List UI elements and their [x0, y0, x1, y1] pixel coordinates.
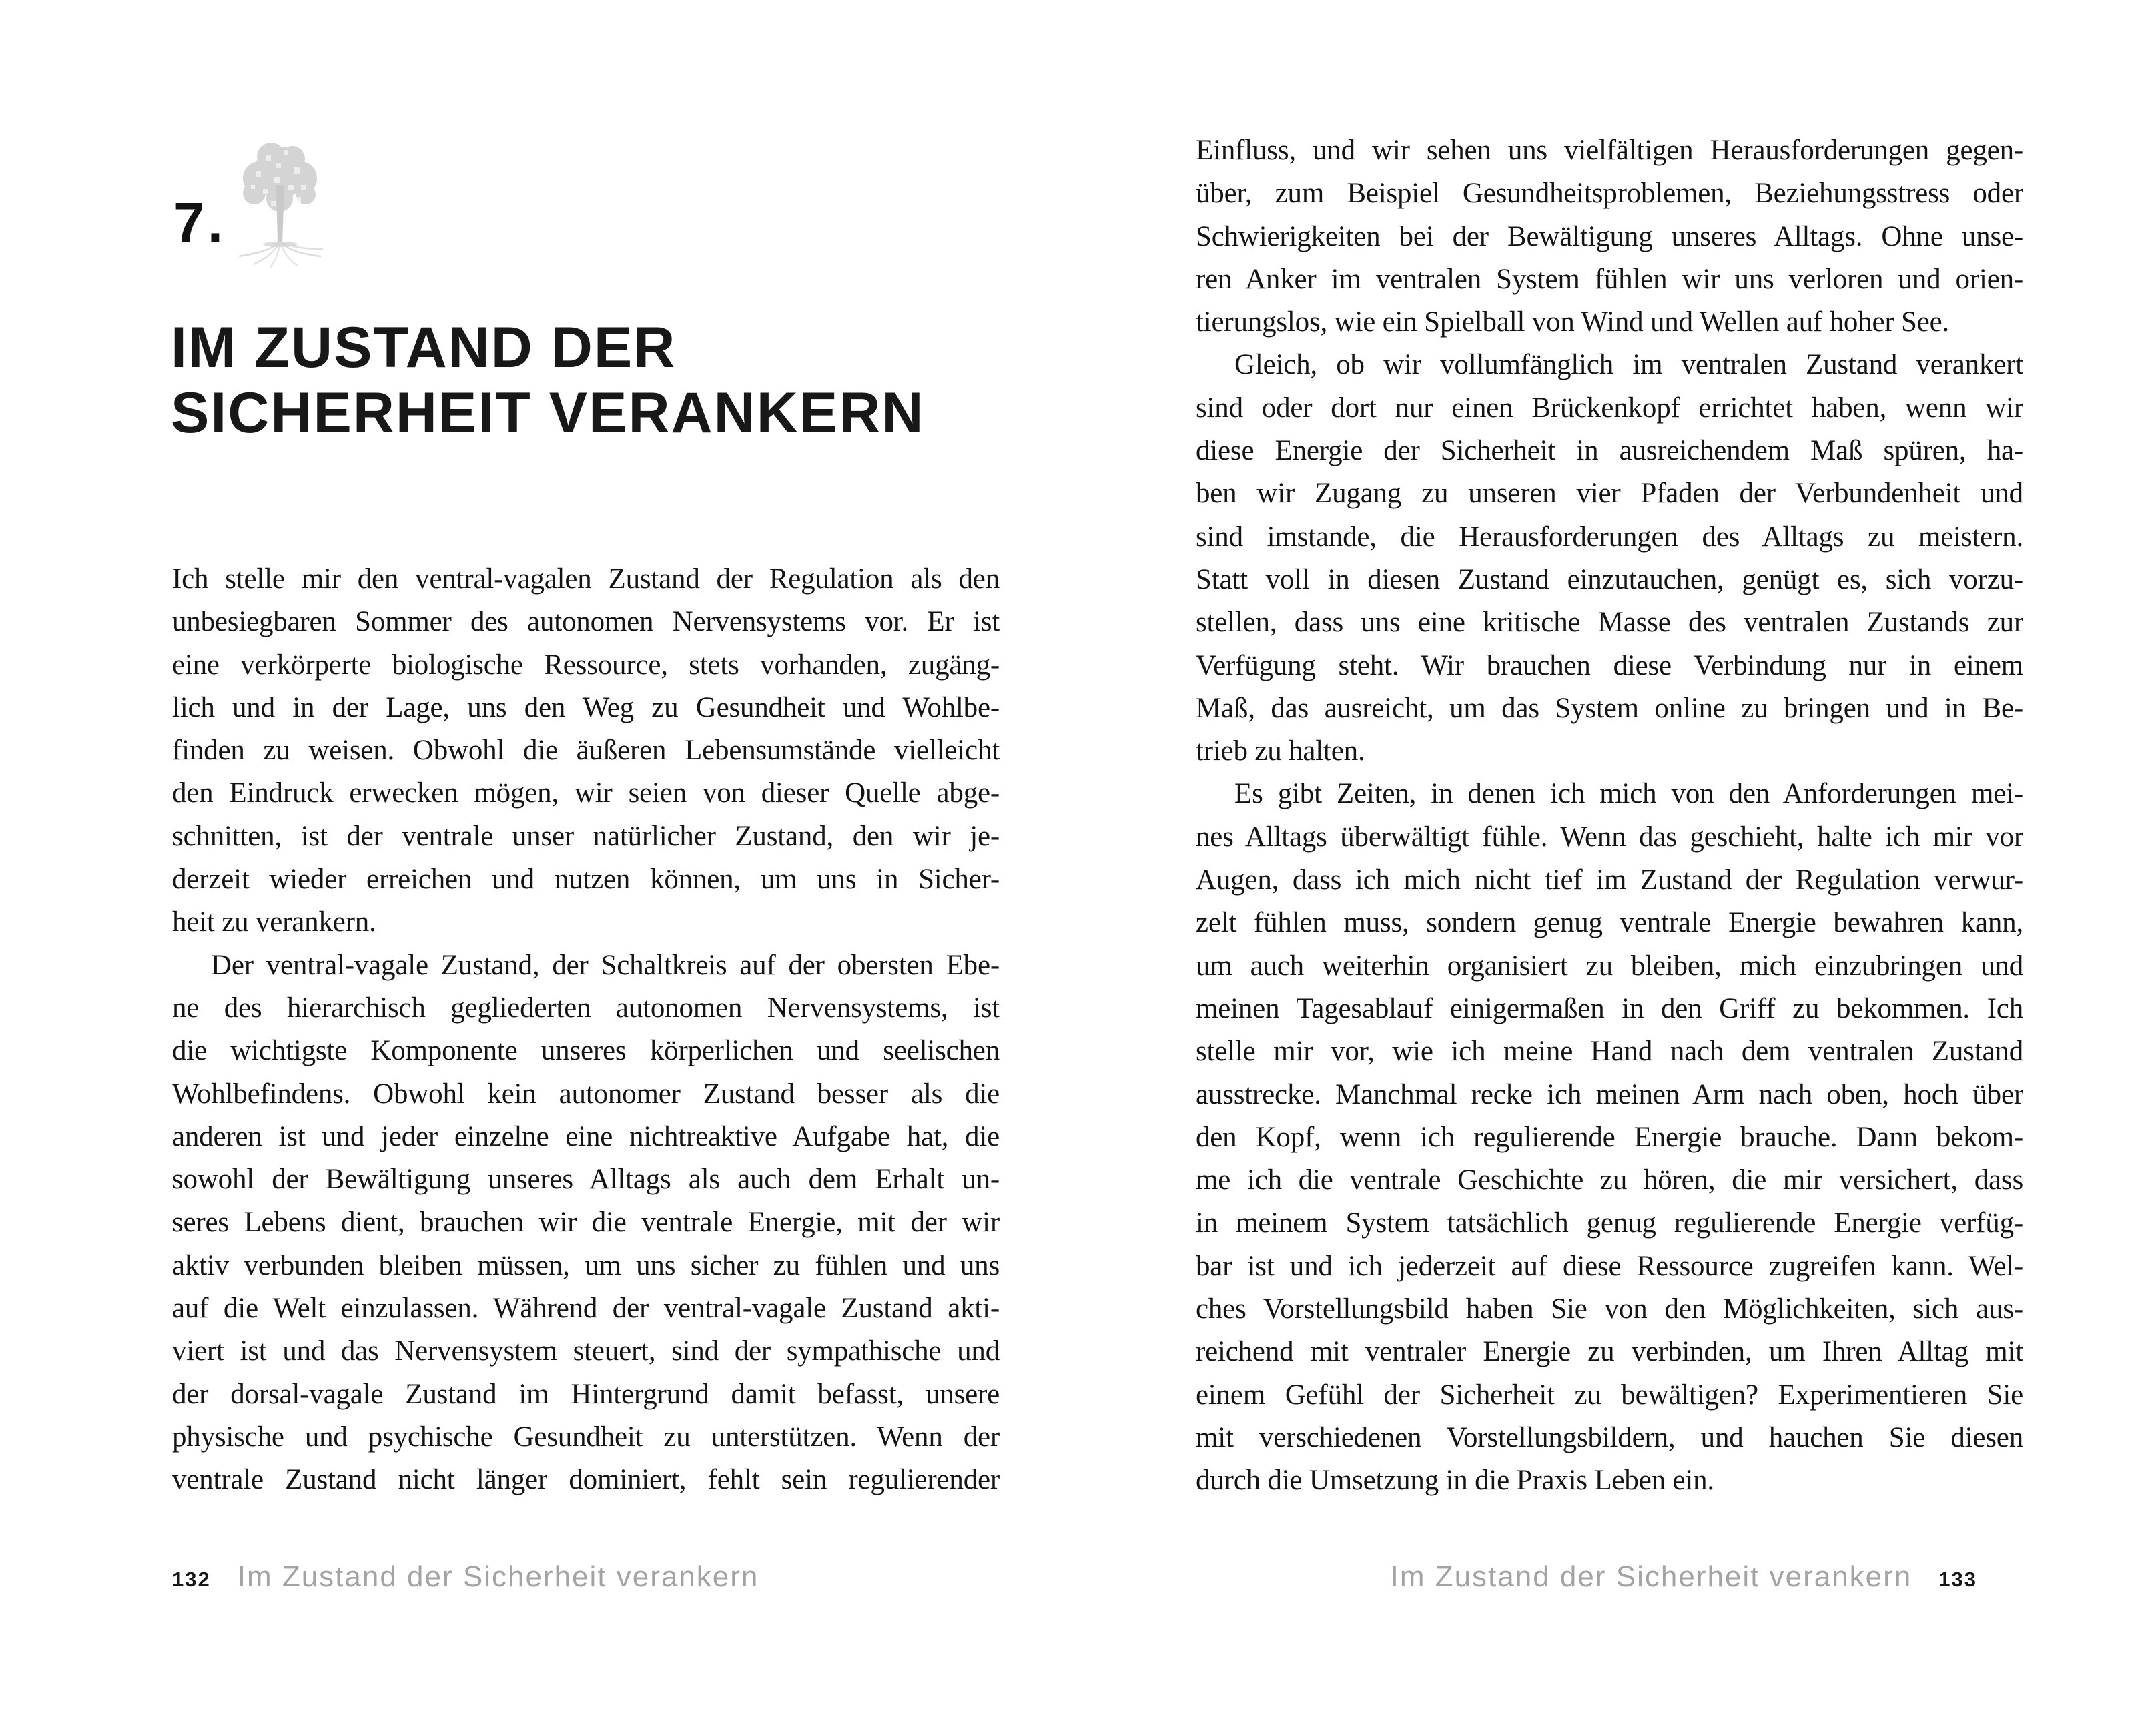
body-line: aktiv verbunden bleiben müssen, um uns sicher zu fühlen und uns	[172, 1249, 1000, 1281]
body-line: der dorsal-vagale Zustand im Hintergrund damit befasst, unsere	[172, 1378, 1000, 1410]
body-line: stellen, dass uns eine kritische Masse des ventralen Zustands zur	[1196, 607, 2023, 639]
body-line: Augen, dass ich mich nicht tief im Zustand der Regulation verwur-	[1196, 864, 2023, 896]
body-line: ausstrecke. Manchmal recke ich meinen Arm nach oben, hoch über	[1196, 1078, 2023, 1110]
body-line: Es gibt Zeiten, in denen ich mich von den Anforderungen mei-	[1234, 778, 2023, 810]
body-line: finden zu weisen. Obwohl die äußeren Lebensumstände vielleicht	[172, 735, 1000, 767]
body-line: lich und in der Lage, uns den Weg zu Gesundheit und Wohlbe-	[172, 691, 1000, 723]
left-page-body-text	[172, 558, 1000, 1502]
body-line: zelt fühlen muss, sondern genug ventrale Energie bewahren kann,	[1196, 907, 2023, 939]
body-line: me ich die ventrale Geschichte zu hören, die mir versichert, dass	[1196, 1164, 2023, 1196]
body-line: Schwierigkeiten bei der Bewältigung unseres Alltags. Ohne unse-	[1196, 220, 2023, 252]
right-page-body-text	[1196, 129, 2023, 1503]
body-line: ren Anker im ventralen System fühlen wir uns verloren und orien-	[1196, 263, 2023, 295]
left-running-title: Im Zustand der Sicherheit verankern	[237, 1560, 759, 1593]
tree-icon	[234, 137, 327, 274]
body-line: sowohl der Bewältigung unseres Alltags als auch dem Erhalt un-	[172, 1164, 1000, 1196]
chapter-title-line-2: SICHERHEIT VERANKERN	[171, 381, 925, 445]
body-line: Ich stelle mir den ventral-vagalen Zustand der Regulation als den	[172, 563, 1000, 595]
body-line: meinen Tagesablauf einigermaßen in den Griff zu bekommen. Ich	[1196, 992, 2023, 1024]
right-page-number: 133	[1938, 1568, 1977, 1591]
body-line: trieb zu halten.	[1196, 735, 1365, 767]
body-line: sind imstande, die Herausforderungen des Alltags zu meistern.	[1196, 521, 2023, 553]
body-line: physische und psychische Gesundheit zu unterstützen. Wenn der	[172, 1421, 1000, 1453]
body-line: Gleich, ob wir vollumfänglich im ventralen Zustand verankert	[1234, 349, 2023, 381]
body-line: Einfluss, und wir sehen uns vielfältigen Herausforderungen gegen-	[1196, 135, 2023, 166]
body-line: in meinem System tatsächlich genug regulierende Energie verfüg-	[1196, 1207, 2023, 1239]
left-page-footer	[172, 1560, 759, 1594]
body-line: sind oder dort nur einen Brückenkopf errichtet haben, wenn wir	[1196, 392, 2023, 424]
body-line: bar ist und ich jederzeit auf diese Ressource zugreifen kann. Wel-	[1196, 1250, 2023, 1282]
body-line: seres Lebens dient, brauchen wir die ventrale Energie, mit der wir	[172, 1207, 1000, 1239]
body-line: um auch weiterhin organisiert zu bleiben, mich einzubringen und	[1196, 950, 2023, 982]
body-line: ben wir Zugang zu unseren vier Pfaden der Verbundenheit und	[1196, 478, 2023, 510]
body-line: tierungslos, wie ein Spielball von Wind und Wellen auf hoher See.	[1196, 306, 1950, 338]
left-page-number: 132	[172, 1568, 211, 1591]
body-line: nes Alltags überwältigt fühle. Wenn das geschieht, halte ich mir vor	[1196, 821, 2023, 853]
body-line: ne des hierarchisch gegliederten autonomen Nervensystems, ist	[172, 992, 1000, 1024]
body-line: unbesiegbaren Sommer des autonomen Nervensystems vor. Er ist	[172, 606, 1000, 638]
body-line: viert ist und das Nervensystem steuert, sind der sympathische und	[172, 1335, 1000, 1367]
body-line: derzeit wieder erreichen und nutzen können, um uns in Sicher-	[172, 864, 1000, 896]
body-line: Verfügung steht. Wir brauchen diese Verbindung nur in einem	[1196, 649, 2023, 681]
body-line: Maß, das ausreicht, um das System online zu bringen und in Be-	[1196, 692, 2023, 724]
body-line: den Eindruck erwecken mögen, wir seien von dieser Quelle abge-	[172, 777, 1000, 809]
body-line: Der ventral-vagale Zustand, der Schaltkreis auf der obersten Ebe-	[211, 949, 1000, 981]
body-line: anderen ist und jeder einzelne eine nichtreaktive Aufgabe hat, die	[172, 1120, 1000, 1152]
body-line: die wichtigste Komponente unseres körperlichen und seelischen	[172, 1035, 1000, 1067]
body-line: ventrale Zustand nicht länger dominiert, fehlt sein regulierender	[172, 1464, 1000, 1496]
body-line: schnitten, ist der ventrale unser natürlicher Zustand, den wir je-	[172, 820, 1000, 852]
body-line: über, zum Beispiel Gesundheitsproblemen, Beziehungsstress oder	[1196, 178, 2023, 210]
body-line: reichend mit ventraler Energie zu verbinden, um Ihren Alltag mit	[1196, 1336, 2023, 1368]
right-page-footer	[1391, 1560, 1977, 1594]
right-running-title: Im Zustand der Sicherheit verankern	[1390, 1560, 1912, 1593]
chapter-number: 7.	[173, 191, 226, 254]
body-line: ches Vorstellungsbild haben Sie von den Möglichkeiten, sich aus-	[1196, 1293, 2023, 1325]
body-line: auf die Welt einzulassen. Während der ventral-vagale Zustand akti-	[172, 1293, 1000, 1325]
body-line: stelle mir vor, wie ich meine Hand nach dem ventralen Zustand	[1196, 1036, 2023, 1068]
body-line: diese Energie der Sicherheit in ausreichendem Maß spüren, ha-	[1196, 435, 2023, 467]
body-line: den Kopf, wenn ich regulierende Energie brauche. Dann bekom-	[1196, 1121, 2023, 1153]
body-line: mit verschiedenen Vorstellungsbildern, und hauchen Sie diesen	[1196, 1421, 2023, 1453]
body-line: durch die Umsetzung in die Praxis Leben ein.	[1196, 1465, 1714, 1497]
body-line: heit zu verankern.	[172, 906, 376, 938]
body-line: eine verkörperte biologische Ressource, stets vorhanden, zugäng-	[172, 649, 1000, 681]
body-line: Wohlbefindens. Obwohl kein autonomer Zustand besser als die	[172, 1078, 1000, 1110]
chapter-title-line-1: IM ZUSTAND DER	[171, 316, 677, 380]
body-line: einem Gefühl der Sicherheit zu bewältigen? Experimentieren Sie	[1196, 1379, 2023, 1411]
chapter-title	[171, 315, 924, 446]
body-line: Statt voll in diesen Zustand einzutauchen, genügt es, sich vorzu-	[1196, 563, 2023, 595]
